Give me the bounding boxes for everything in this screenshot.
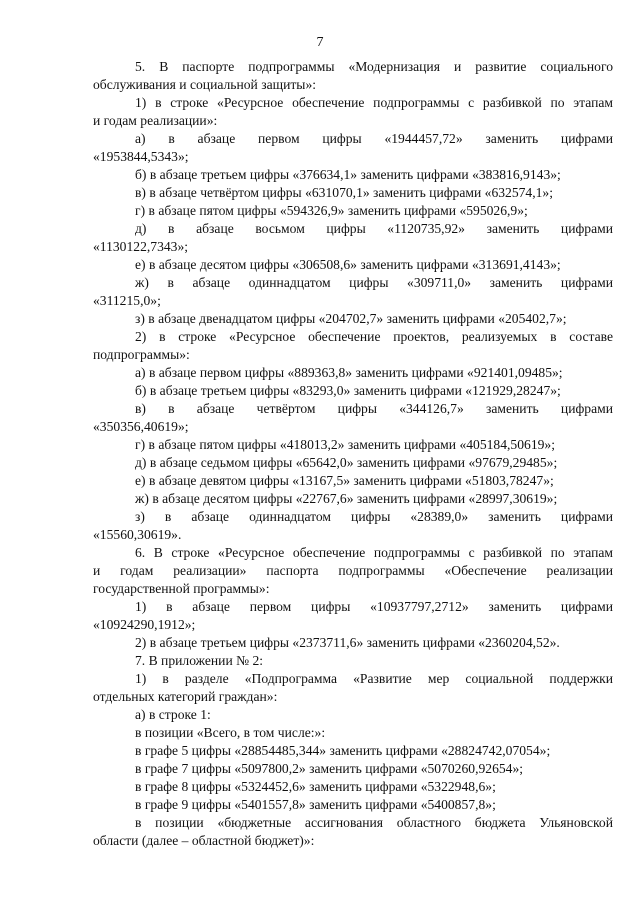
paragraph-line: государственной программы»: xyxy=(93,581,270,596)
paragraph-line: ж) в абзаце одиннадцатом цифры «309711,0» заменить цифрами xyxy=(135,275,613,290)
item-zh: ж) в абзаце десятом цифры «22767,6» заменить цифрами «28997,30619»; xyxy=(135,491,558,506)
column-9: в графе 9 цифры «5401557,8» заменить цифрами «5400857,8»; xyxy=(135,797,496,812)
paragraph-6-1 xyxy=(93,598,613,634)
paragraph-line: и годам реализации» паспорта подпрограммы «Обеспечение реализации xyxy=(93,563,613,578)
paragraph-7: 7. В приложении № 2: xyxy=(135,653,264,668)
document-body xyxy=(93,58,613,850)
paragraph-line: з) в абзаце одиннадцатом цифры «28389,0» заменить цифрами xyxy=(135,509,613,524)
paragraph-line: 1) в разделе «Подпрограмма «Развитие мер социальной поддержки xyxy=(135,671,613,686)
item-e: е) в абзаце десятом цифры «306508,6» заменить цифрами «313691,4143»; xyxy=(135,257,561,272)
paragraph-line: в) в абзаце четвёртом цифры «344126,7» заменить цифрами xyxy=(135,401,613,416)
paragraph-line: д) в абзаце восьмом цифры «1120735,92» заменить цифрами xyxy=(135,221,613,236)
item-a: а) в абзаце первом цифры «889363,8» заменить цифрами «921401,09485»; xyxy=(135,365,563,380)
item-g: г) в абзаце пятом цифры «594326,9» заменить цифрами «595026,9»; xyxy=(135,203,528,218)
paragraph-line: 2) в строке «Ресурсное обеспечение проектов, реализуемых в составе xyxy=(135,329,613,344)
paragraph-line: «1953844,5343»; xyxy=(93,149,189,164)
paragraph-line: «15560,30619». xyxy=(93,527,182,542)
column-5: в графе 5 цифры «28854485,344» заменить цифрами «28824742,07054»; xyxy=(135,743,551,758)
paragraph-line: 1) в строке «Ресурсное обеспечение подпрограммы с разбивкой по этапам xyxy=(135,95,613,110)
item-v xyxy=(93,400,613,436)
page-number: 7 xyxy=(316,35,324,50)
paragraph-line: в позиции «бюджетные ассигнования областного бюджета Ульяновской xyxy=(135,815,613,830)
paragraph-line: обслуживания и социальной защиты»: xyxy=(93,77,317,92)
item-a: а) в строке 1: xyxy=(135,707,211,722)
item-z: з) в абзаце двенадцатом цифры «204702,7» заменить цифрами «205402,7»; xyxy=(135,311,567,326)
item-g: г) в абзаце пятом цифры «418013,2» заменить цифрами «405184,50619»; xyxy=(135,437,555,452)
paragraph-line: «10924290,1912»; xyxy=(93,617,196,632)
paragraph-line: 1) в абзаце первом цифры «10937797,2712» заменить цифрами xyxy=(135,599,613,614)
paragraph-5-2 xyxy=(93,328,613,364)
paragraph-line: «1130122,7343»; xyxy=(93,239,189,254)
paragraph-6 xyxy=(93,544,613,598)
position-total: в позиции «Всего, в том числе:»: xyxy=(135,725,326,740)
column-7: в графе 7 цифры «5097800,2» заменить цифрами «5070260,92654»; xyxy=(135,761,524,776)
paragraph-line: «311215,0»; xyxy=(93,293,161,308)
item-z xyxy=(93,508,613,544)
paragraph-line: 6. В строке «Ресурсное обеспечение подпрограммы с разбивкой по этапам xyxy=(135,545,613,560)
paragraph-5-1 xyxy=(93,94,613,130)
item-d: д) в абзаце седьмом цифры «65642,0» заменить цифрами «97679,29485»; xyxy=(135,455,558,470)
item-d xyxy=(93,220,613,256)
position-regional-budget xyxy=(93,814,613,850)
paragraph-line: области (далее – областной бюджет)»: xyxy=(93,833,315,848)
item-v: в) в абзаце четвёртом цифры «631070,1» заменить цифрами «632574,1»; xyxy=(135,185,553,200)
item-a xyxy=(93,130,613,166)
item-zh xyxy=(93,274,613,310)
item-b: б) в абзаце третьем цифры «83293,0» заменить цифрами «121929,28247»; xyxy=(135,383,561,398)
paragraph-line: а) в абзаце первом цифры «1944457,72» заменить цифрами xyxy=(135,131,613,146)
item-e: е) в абзаце девятом цифры «13167,5» заменить цифрами «51803,78247»; xyxy=(135,473,554,488)
paragraph-line: и годам реализации»: xyxy=(93,113,218,128)
paragraph-line: отдельных категорий граждан»: xyxy=(93,689,278,704)
paragraph-5 xyxy=(93,58,613,94)
column-8: в графе 8 цифры «5324452,6» заменить цифрами «5322948,6»; xyxy=(135,779,496,794)
paragraph-line: подпрограммы»: xyxy=(93,347,190,362)
paragraph-line: «350356,40619»; xyxy=(93,419,189,434)
paragraph-line: 5. В паспорте подпрограммы «Модернизация и развитие социального xyxy=(135,59,613,74)
item-b: б) в абзаце третьем цифры «376634,1» заменить цифрами «383816,9143»; xyxy=(135,167,561,182)
paragraph-7-1 xyxy=(93,670,613,706)
paragraph-6-2: 2) в абзаце третьем цифры «2373711,6» заменить цифрами «2360204,52». xyxy=(135,635,560,650)
